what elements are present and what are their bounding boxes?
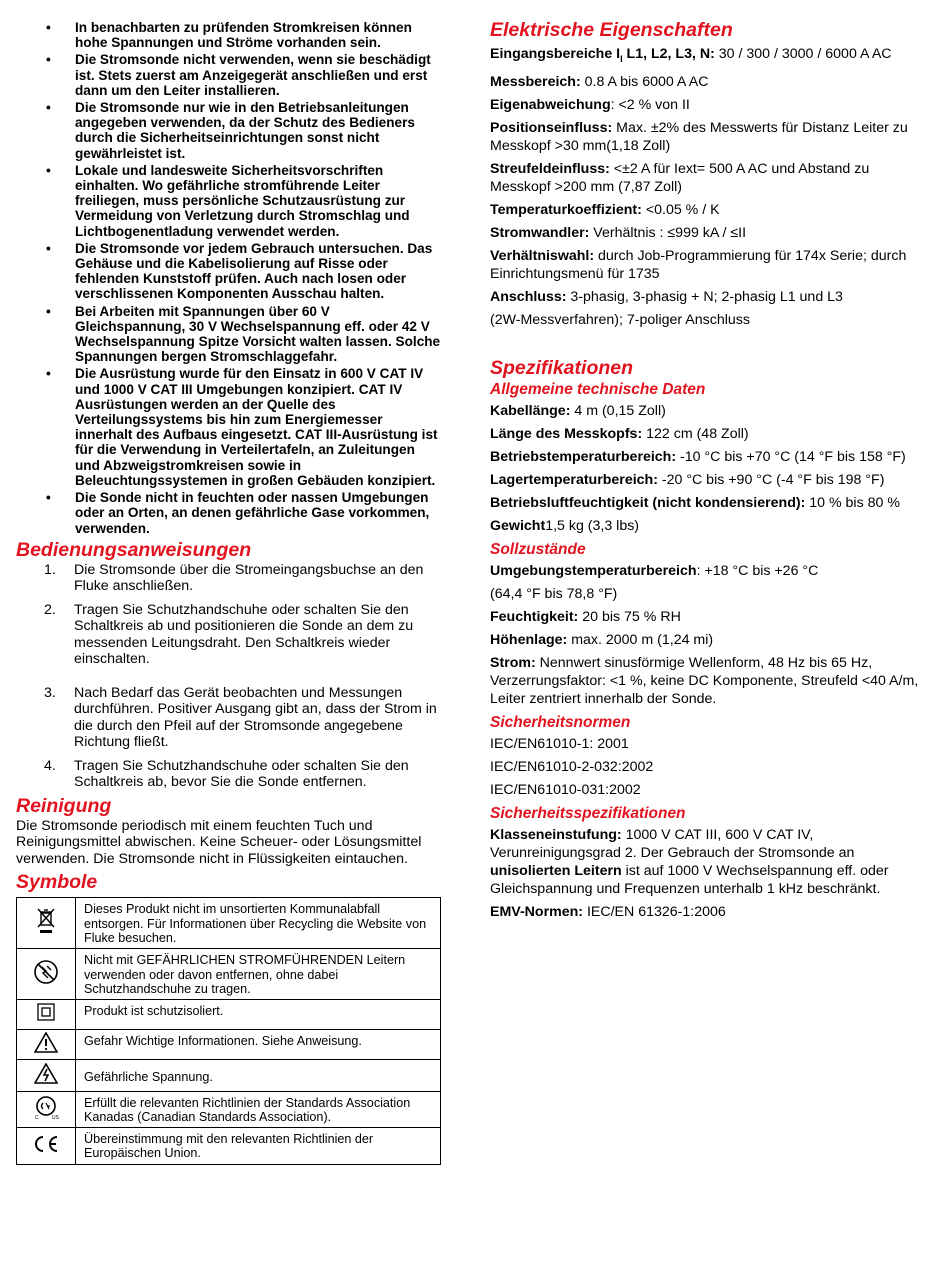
list-item: • Lokale und landesweite Sicherheitsvorschriften einhalten. Wo gefährliche stromführende Leiter freiliegen, muss persönliche Schutzausrüstung zur Vermeidung von Verletzung durch Stromschlag und Lichtbogenentladung verwendet werden. — [16, 163, 441, 239]
spec-row: Länge des Messkopfs: 122 cm (48 Zoll) — [490, 425, 749, 442]
table-row — [17, 1059, 441, 1091]
spec-row: Streufeldeinfluss: <±2 A für Iext= 500 A AC und Abstand zu Messkopf >200 mm (7,87 Zoll) — [490, 160, 870, 195]
csa-mark-icon — [32, 1094, 60, 1124]
table-row — [17, 1091, 441, 1127]
symbol-description: Übereinstimmung mit den relevanten Richtlinien der Europäischen Union. — [76, 1127, 441, 1164]
svg-text:C: C — [35, 1115, 39, 1121]
cleaning-heading: Reinigung — [16, 794, 112, 817]
safety-specs-subheading: Sicherheitsspezifikationen — [490, 804, 686, 822]
crossed-bin-icon — [37, 907, 55, 939]
table-row — [17, 949, 441, 1000]
symbol-description: Gefahr Wichtige Informationen. Siehe Anweisung. — [76, 1029, 441, 1059]
spec-row: Höhenlage: max. 2000 m (1,24 mi) — [490, 631, 714, 648]
table-row — [17, 898, 441, 949]
safety-standards-subheading: Sicherheitsnormen — [490, 713, 631, 731]
list-item: • Die Stromsonde nur wie in den Betriebsanleitungen angegeben verwenden, da der Schutz des Bedieners durch die Sicherheitseinrichtungen sonst nicht gewährleistet ist. — [16, 100, 441, 161]
ce-mark-icon — [32, 1135, 60, 1157]
spec-row: IEC/EN61010-1: 2001 — [490, 735, 629, 752]
list-item: • Bei Arbeiten mit Spannungen über 60 V Gleichspannung, 30 V Wechselspannung eff. oder 42 V Wechselspannung Spitze Vorsicht walten lassen. Solche Spannungen bergen Stromschlaggefahr. — [16, 304, 441, 365]
spec-row: Positionseinfluss: Max. ±2% des Messwerts für Distanz Leiter zu Messkopf >30 mm(1,18 Zoll) — [490, 119, 908, 154]
spec-row: IEC/EN61010-031:2002 — [490, 781, 641, 798]
spec-row: Messbereich: 0.8 A bis 6000 A AC — [490, 73, 709, 90]
list-item: • In benachbarten zu prüfenden Stromkreisen können hohe Spannungen und Ströme vorhanden sein. — [16, 20, 441, 50]
spec-row: Temperaturkoeffizient: <0.05 % / K — [490, 201, 720, 218]
symbol-description: Nicht mit GEFÄHRLICHEN STROMFÜHRENDEN Leitern verwenden oder davon entfernen, ohne dabei Schutzhandschuhe zu tragen. — [76, 949, 441, 1000]
right-column — [490, 18, 920, 926]
electrical-heading: Elektrische Eigenschaften — [490, 19, 733, 41]
safety-warnings-list — [16, 20, 441, 536]
spec-row-continued: (2W-Messverfahren); 7-poliger Anschluss — [490, 311, 750, 328]
list-item: • Die Sonde nicht in feuchten oder nassen Umgebungen oder an Orten, an denen gefährliche Gase vorkommen, verwenden. — [16, 490, 441, 536]
list-item: 3. Nach Bedarf das Gerät beobachten und Messungen durchführen. Positiver Ausgang gibt an, dass der Strom in die durch den Pfeil auf der Stromsonde angegebene Richtung fließt. — [44, 684, 437, 751]
symbol-description: Erfüllt die relevanten Richtlinien der Standards Association Kanadas (Canadian Standards Association). — [76, 1091, 441, 1127]
table-row — [17, 1029, 441, 1059]
list-item: 4. Tragen Sie Schutzhandschuhe oder schalten Sie den Schaltkreis ab, bevor Sie die Sonde entfernen. — [44, 757, 409, 791]
spec-row: Umgebungstemperaturbereich: +18 °C bis +26 °C — [490, 562, 819, 579]
operation-heading: Bedienungsanweisungen — [16, 538, 252, 561]
warning-triangle-icon — [34, 1032, 58, 1057]
table-row — [17, 999, 441, 1029]
spec-row: Gewicht1,5 kg (3,3 lbs) — [490, 517, 640, 534]
spec-row: EMV-Normen: IEC/EN 61326-1:2006 — [490, 903, 726, 920]
list-item: • Die Stromsonde nicht verwenden, wenn sie beschädigt ist. Stets zuerst am Anzeigegerät anschließen und erst dann um den Leiter installieren. — [16, 52, 441, 98]
symbol-description: Produkt ist schutzisoliert. — [76, 999, 441, 1029]
general-subheading: Allgemeine technische Daten — [490, 380, 706, 398]
symbol-description: Dieses Produkt nicht im unsortierten Kommunalabfall entsorgen. Für Informationen über Recycling die Website von Fluke besuchen. — [76, 898, 441, 949]
high-voltage-icon — [34, 1063, 58, 1088]
spec-row: Betriebsluftfeuchtigkeit (nicht kondensierend): 10 % bis 80 % — [490, 494, 900, 511]
spec-row: IEC/EN61010-2-032:2002 — [490, 758, 654, 775]
spec-row-continued: (64,4 °F bis 78,8 °F) — [490, 585, 618, 602]
symbol-description: Gefährliche Spannung. — [76, 1059, 441, 1091]
no-live-conductor-icon — [33, 959, 59, 989]
operation-steps — [16, 562, 441, 791]
spec-row: Klasseneinstufung: 1000 V CAT III, 600 V CAT IV, Verunreinigungsgrad 2. Der Gebrauch der Stromsonde an unisolierten Leitern ist auf 1000 V Wechselspannung eff. oder Gleichspannung und Frequenzen unterhalb 1 kHz beschränkt. — [490, 826, 889, 897]
cleaning-text: Die Stromsonde periodisch mit einem feuchten Tuch und Reinigungsmittel abwischen. Keine Scheuer- oder Lösungsmittel verwenden. Die Stromsonde nicht in Flüssigkeiten eintauchen. — [16, 817, 422, 867]
symbols-heading: Symbole — [16, 871, 98, 894]
spec-row: Betriebstemperaturbereich: -10 °C bis +70 °C (14 °F bis 158 °F) — [490, 448, 906, 465]
list-item: 1. Die Stromsonde über die Stromeingangsbuchse an den Fluke anschließen. — [44, 561, 424, 595]
list-item: • Die Stromsonde vor jedem Gebrauch untersuchen. Das Gehäuse und die Kabelisolierung auf Risse oder fehlenden Kunststoff prüfen. Auch nach losen oder verschlissenen Komponenten Ausschau halten. — [16, 241, 441, 302]
spec-row: Anschluss: 3-phasig, 3-phasig + N; 2-phasig L1 und L3 — [490, 288, 843, 305]
double-insulation-icon — [37, 1003, 55, 1025]
spec-row: Strom: Nennwert sinusförmige Wellenform, 48 Hz bis 65 Hz, Verzerrungsfaktor: <1 %, keine DC Komponente, Streufeld <40 A/m, Leiter zentriert innerhalb der Sonde. — [490, 654, 919, 707]
specs-heading: Spezifikationen — [490, 356, 634, 379]
svg-text:US: US — [52, 1115, 59, 1121]
spec-row: Verhältniswahl: durch Job-Programmierung für 174x Serie; durch Einrichtungsmenü für 1735 — [490, 247, 907, 282]
spec-row: Feuchtigkeit: 20 bis 75 % RH — [490, 608, 681, 625]
list-item: 2. Tragen Sie Schutzhandschuhe oder schalten Sie den Schaltkreis ab und positionieren die Sonde an dem zu messenden Leitungsdraht. Den Schaltkreis wieder einschalten. — [44, 601, 414, 668]
spec-input-ranges: Eingangsbereiche $I_I$ L1, L2, L3, N: 30 / 300 / 3000 / 6000 A AC — [490, 46, 892, 64]
left-column — [16, 20, 441, 1165]
list-item: • Die Ausrüstung wurde für den Einsatz in 600 V CAT IV und 1000 V CAT III Umgebungen konzipiert. CAT IV Ausrüstungen werden an der Quelle des Verteilungssystems bis hin zum Energiemesser innerhalt des Aufbaus eingesetzt. CAT III-Ausrüstung ist für die Verwendung in Verteilertafeln, an Zuleitungen und Abzweigstromkreisen sowie in Beleuchtungssystemen in großen Gebäuden konzipiert. — [16, 366, 441, 488]
symbols-table — [16, 897, 441, 1165]
spec-row: Eigenabweichung: <2 % von II — [490, 96, 690, 113]
spec-row: Kabellänge: 4 m (0,15 Zoll) — [490, 402, 666, 419]
spec-row: Stromwandler: Verhältnis : ≤999 kA / ≤II — [490, 224, 747, 241]
spec-row: Lagertemperaturbereich: -20 °C bis +90 °C (-4 °F bis 198 °F) — [490, 471, 885, 488]
reference-subheading: Sollzustände — [490, 540, 586, 558]
table-row — [17, 1127, 441, 1164]
